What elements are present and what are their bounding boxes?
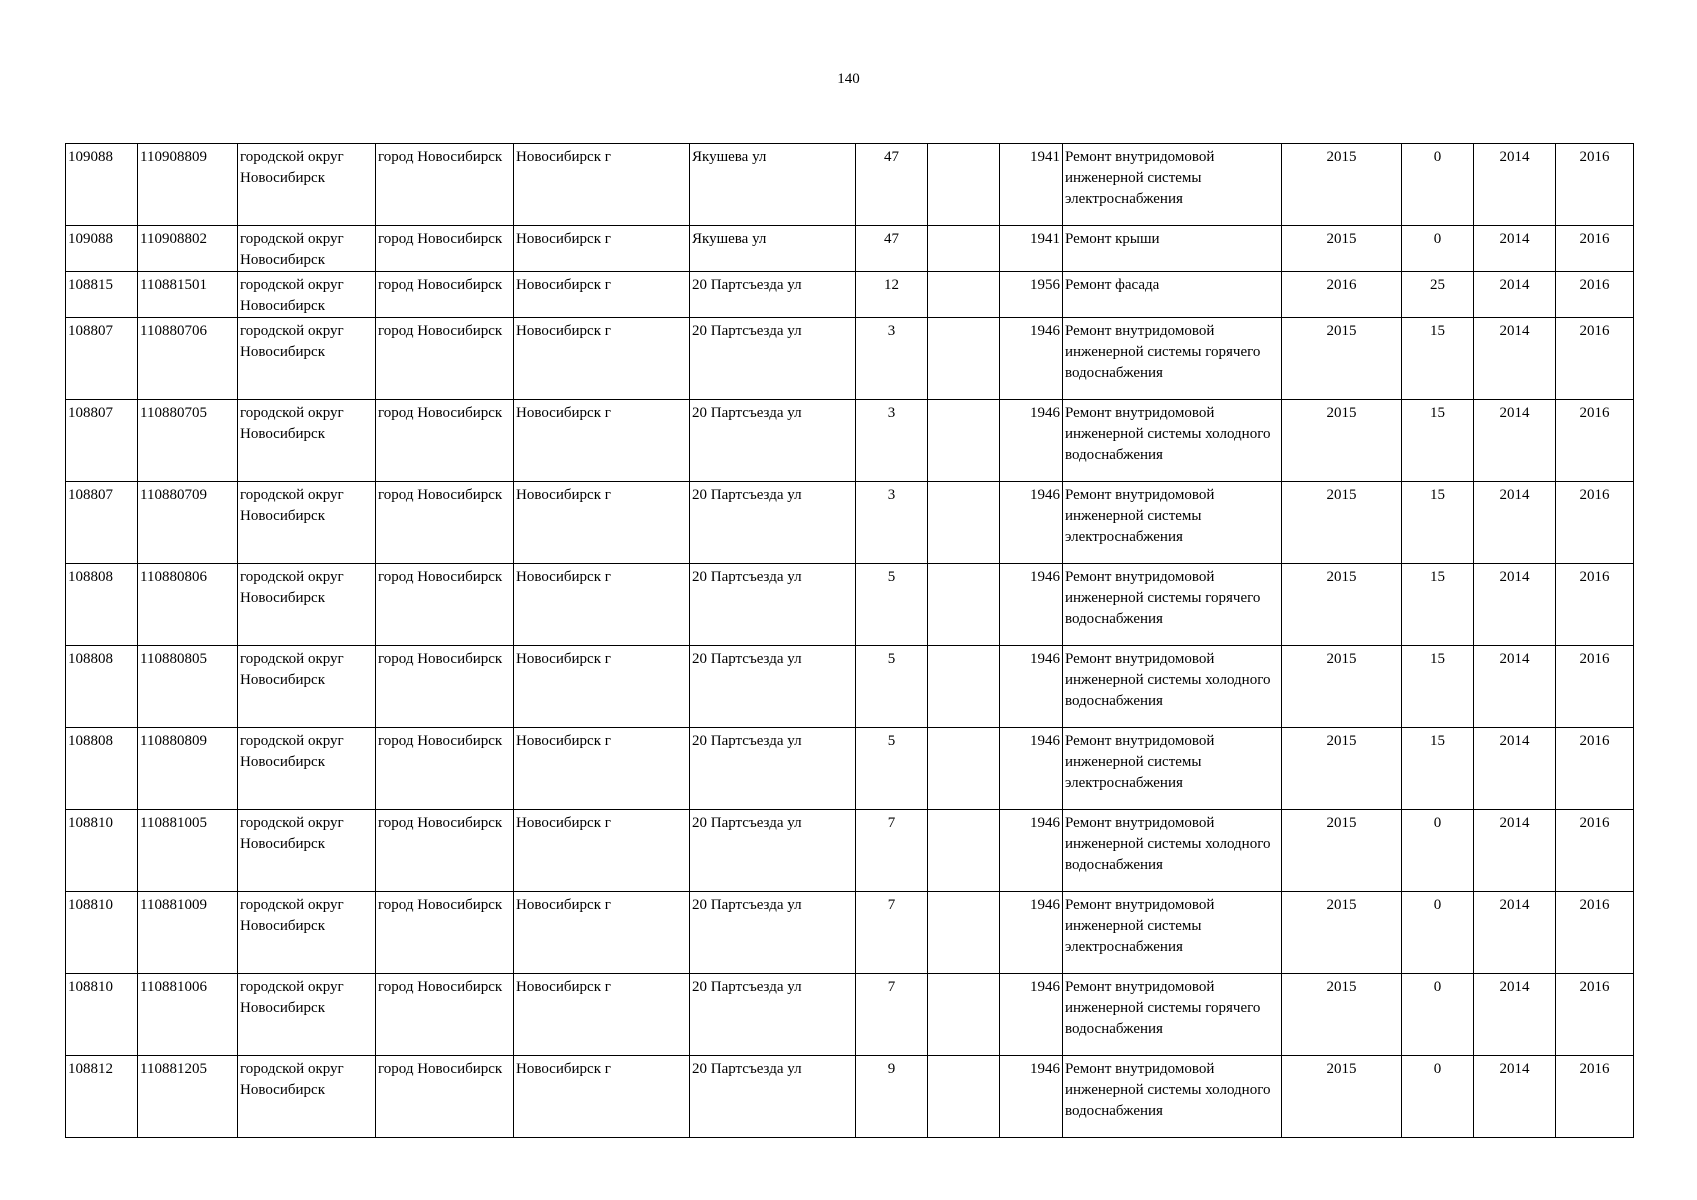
work-type-cell: Ремонт внутридомовой инженерной системы холодного водоснабжения (1063, 646, 1282, 728)
city-type-cell: город Новосибирск (376, 482, 514, 564)
row-code-cell: 110881006 (138, 974, 238, 1056)
locality-cell: Новосибирск г (514, 318, 690, 400)
house-number-cell: 9 (856, 1056, 928, 1138)
end-year-cell: 2016 (1556, 974, 1634, 1056)
table-row (66, 1056, 1634, 1138)
plan-year-cell: 2015 (1282, 482, 1402, 564)
locality-cell: Новосибирск г (514, 974, 690, 1056)
row-id-cell: 108810 (66, 974, 138, 1056)
percent-cell: 0 (1402, 974, 1474, 1056)
table-row (66, 564, 1634, 646)
house-number-cell: 7 (856, 974, 928, 1056)
start-year-cell: 2014 (1474, 892, 1556, 974)
street-cell: 20 Партсъезда ул (690, 646, 856, 728)
district-cell: городской округ Новосибирск (238, 482, 376, 564)
end-year-cell: 2016 (1556, 272, 1634, 318)
row-id-cell: 108815 (66, 272, 138, 318)
start-year-cell: 2014 (1474, 144, 1556, 226)
work-type-cell: Ремонт внутридомовой инженерной системы электроснабжения (1063, 144, 1282, 226)
end-year-cell: 2016 (1556, 144, 1634, 226)
plan-year-cell: 2015 (1282, 226, 1402, 272)
street-cell: Якушева ул (690, 144, 856, 226)
work-type-cell: Ремонт фасада (1063, 272, 1282, 318)
percent-cell: 0 (1402, 810, 1474, 892)
table-row (66, 482, 1634, 564)
build-year-cell: 1946 (1000, 728, 1063, 810)
house-number-cell: 12 (856, 272, 928, 318)
row-code-cell: 110881009 (138, 892, 238, 974)
plan-year-cell: 2016 (1282, 272, 1402, 318)
work-type-cell: Ремонт внутридомовой инженерной системы холодного водоснабжения (1063, 1056, 1282, 1138)
end-year-cell: 2016 (1556, 810, 1634, 892)
build-year-cell: 1946 (1000, 646, 1063, 728)
row-code-cell: 110880809 (138, 728, 238, 810)
work-type-cell: Ремонт внутридомовой инженерной системы электроснабжения (1063, 728, 1282, 810)
locality-cell: Новосибирск г (514, 810, 690, 892)
work-type-cell: Ремонт внутридомовой инженерной системы холодного водоснабжения (1063, 400, 1282, 482)
percent-cell: 15 (1402, 646, 1474, 728)
end-year-cell: 2016 (1556, 318, 1634, 400)
percent-cell: 25 (1402, 272, 1474, 318)
row-code-cell: 110880709 (138, 482, 238, 564)
locality-cell: Новосибирск г (514, 482, 690, 564)
extra-cell (928, 1056, 1000, 1138)
build-year-cell: 1946 (1000, 810, 1063, 892)
percent-cell: 15 (1402, 564, 1474, 646)
city-type-cell: город Новосибирск (376, 144, 514, 226)
row-id-cell: 108808 (66, 728, 138, 810)
extra-cell (928, 810, 1000, 892)
end-year-cell: 2016 (1556, 400, 1634, 482)
house-number-cell: 7 (856, 810, 928, 892)
build-year-cell: 1946 (1000, 318, 1063, 400)
house-number-cell: 3 (856, 482, 928, 564)
extra-cell (928, 400, 1000, 482)
house-number-cell: 3 (856, 400, 928, 482)
street-cell: 20 Партсъезда ул (690, 974, 856, 1056)
table-row (66, 646, 1634, 728)
district-cell: городской округ Новосибирск (238, 646, 376, 728)
district-cell: городской округ Новосибирск (238, 272, 376, 318)
start-year-cell: 2014 (1474, 318, 1556, 400)
work-type-cell: Ремонт внутридомовой инженерной системы электроснабжения (1063, 892, 1282, 974)
table-row (66, 226, 1634, 272)
plan-year-cell: 2015 (1282, 810, 1402, 892)
start-year-cell: 2014 (1474, 272, 1556, 318)
city-type-cell: город Новосибирск (376, 892, 514, 974)
street-cell: 20 Партсъезда ул (690, 400, 856, 482)
work-type-cell: Ремонт внутридомовой инженерной системы электроснабжения (1063, 482, 1282, 564)
work-type-cell: Ремонт крыши (1063, 226, 1282, 272)
table-row (66, 810, 1634, 892)
house-number-cell: 3 (856, 318, 928, 400)
locality-cell: Новосибирск г (514, 144, 690, 226)
street-cell: 20 Партсъезда ул (690, 892, 856, 974)
district-cell: городской округ Новосибирск (238, 728, 376, 810)
page-number: 140 (837, 71, 860, 87)
row-id-cell: 108810 (66, 810, 138, 892)
percent-cell: 0 (1402, 892, 1474, 974)
end-year-cell: 2016 (1556, 646, 1634, 728)
locality-cell: Новосибирск г (514, 1056, 690, 1138)
extra-cell (928, 226, 1000, 272)
city-type-cell: город Новосибирск (376, 974, 514, 1056)
table-row (66, 318, 1634, 400)
table-row (66, 272, 1634, 318)
street-cell: 20 Партсъезда ул (690, 564, 856, 646)
work-type-cell: Ремонт внутридомовой инженерной системы горячего водоснабжения (1063, 564, 1282, 646)
start-year-cell: 2014 (1474, 564, 1556, 646)
row-code-cell: 110880805 (138, 646, 238, 728)
start-year-cell: 2014 (1474, 974, 1556, 1056)
build-year-cell: 1956 (1000, 272, 1063, 318)
extra-cell (928, 482, 1000, 564)
plan-year-cell: 2015 (1282, 564, 1402, 646)
city-type-cell: город Новосибирск (376, 226, 514, 272)
table-row (66, 144, 1634, 226)
city-type-cell: город Новосибирск (376, 810, 514, 892)
build-year-cell: 1941 (1000, 226, 1063, 272)
plan-year-cell: 2015 (1282, 144, 1402, 226)
end-year-cell: 2016 (1556, 226, 1634, 272)
row-code-cell: 110881005 (138, 810, 238, 892)
extra-cell (928, 646, 1000, 728)
city-type-cell: город Новосибирск (376, 1056, 514, 1138)
build-year-cell: 1941 (1000, 144, 1063, 226)
city-type-cell: город Новосибирск (376, 400, 514, 482)
row-id-cell: 109088 (66, 226, 138, 272)
row-id-cell: 108810 (66, 892, 138, 974)
build-year-cell: 1946 (1000, 400, 1063, 482)
row-code-cell: 110881205 (138, 1056, 238, 1138)
row-id-cell: 108808 (66, 646, 138, 728)
row-id-cell: 108807 (66, 318, 138, 400)
city-type-cell: город Новосибирск (376, 646, 514, 728)
row-id-cell: 108807 (66, 400, 138, 482)
district-cell: городской округ Новосибирск (238, 892, 376, 974)
row-code-cell: 110881501 (138, 272, 238, 318)
start-year-cell: 2014 (1474, 400, 1556, 482)
street-cell: 20 Партсъезда ул (690, 318, 856, 400)
house-number-cell: 5 (856, 564, 928, 646)
row-code-cell: 110880705 (138, 400, 238, 482)
house-number-cell: 47 (856, 226, 928, 272)
district-cell: городской округ Новосибирск (238, 1056, 376, 1138)
district-cell: городской округ Новосибирск (238, 318, 376, 400)
percent-cell: 15 (1402, 318, 1474, 400)
build-year-cell: 1946 (1000, 564, 1063, 646)
start-year-cell: 2014 (1474, 482, 1556, 564)
house-number-cell: 5 (856, 728, 928, 810)
row-id-cell: 108812 (66, 1056, 138, 1138)
row-code-cell: 110908809 (138, 144, 238, 226)
extra-cell (928, 892, 1000, 974)
row-id-cell: 109088 (66, 144, 138, 226)
percent-cell: 0 (1402, 1056, 1474, 1138)
extra-cell (928, 974, 1000, 1056)
table-row (66, 974, 1634, 1056)
extra-cell (928, 564, 1000, 646)
street-cell: 20 Партсъезда ул (690, 272, 856, 318)
row-id-cell: 108807 (66, 482, 138, 564)
extra-cell (928, 272, 1000, 318)
repair-program-table (65, 143, 1634, 1138)
work-type-cell: Ремонт внутридомовой инженерной системы холодного водоснабжения (1063, 810, 1282, 892)
plan-year-cell: 2015 (1282, 728, 1402, 810)
end-year-cell: 2016 (1556, 1056, 1634, 1138)
street-cell: 20 Партсъезда ул (690, 810, 856, 892)
table-row (66, 400, 1634, 482)
row-code-cell: 110908802 (138, 226, 238, 272)
house-number-cell: 47 (856, 144, 928, 226)
plan-year-cell: 2015 (1282, 974, 1402, 1056)
street-cell: 20 Партсъезда ул (690, 728, 856, 810)
end-year-cell: 2016 (1556, 728, 1634, 810)
end-year-cell: 2016 (1556, 892, 1634, 974)
row-id-cell: 108808 (66, 564, 138, 646)
plan-year-cell: 2015 (1282, 400, 1402, 482)
end-year-cell: 2016 (1556, 482, 1634, 564)
percent-cell: 15 (1402, 400, 1474, 482)
district-cell: городской округ Новосибирск (238, 564, 376, 646)
locality-cell: Новосибирск г (514, 564, 690, 646)
city-type-cell: город Новосибирск (376, 728, 514, 810)
locality-cell: Новосибирск г (514, 272, 690, 318)
start-year-cell: 2014 (1474, 728, 1556, 810)
plan-year-cell: 2015 (1282, 1056, 1402, 1138)
build-year-cell: 1946 (1000, 892, 1063, 974)
table-row (66, 728, 1634, 810)
work-type-cell: Ремонт внутридомовой инженерной системы горячего водоснабжения (1063, 318, 1282, 400)
start-year-cell: 2014 (1474, 810, 1556, 892)
city-type-cell: город Новосибирск (376, 564, 514, 646)
district-cell: городской округ Новосибирск (238, 810, 376, 892)
locality-cell: Новосибирск г (514, 728, 690, 810)
district-cell: городской округ Новосибирск (238, 400, 376, 482)
plan-year-cell: 2015 (1282, 892, 1402, 974)
extra-cell (928, 144, 1000, 226)
locality-cell: Новосибирск г (514, 646, 690, 728)
percent-cell: 15 (1402, 728, 1474, 810)
percent-cell: 0 (1402, 226, 1474, 272)
district-cell: городской округ Новосибирск (238, 144, 376, 226)
city-type-cell: город Новосибирск (376, 318, 514, 400)
build-year-cell: 1946 (1000, 1056, 1063, 1138)
work-type-cell: Ремонт внутридомовой инженерной системы горячего водоснабжения (1063, 974, 1282, 1056)
street-cell: Якушева ул (690, 226, 856, 272)
locality-cell: Новосибирск г (514, 892, 690, 974)
street-cell: 20 Партсъезда ул (690, 482, 856, 564)
extra-cell (928, 318, 1000, 400)
plan-year-cell: 2015 (1282, 646, 1402, 728)
percent-cell: 0 (1402, 144, 1474, 226)
extra-cell (928, 728, 1000, 810)
row-code-cell: 110880706 (138, 318, 238, 400)
plan-year-cell: 2015 (1282, 318, 1402, 400)
street-cell: 20 Партсъезда ул (690, 1056, 856, 1138)
district-cell: городской округ Новосибирск (238, 226, 376, 272)
locality-cell: Новосибирск г (514, 400, 690, 482)
end-year-cell: 2016 (1556, 564, 1634, 646)
house-number-cell: 5 (856, 646, 928, 728)
build-year-cell: 1946 (1000, 974, 1063, 1056)
percent-cell: 15 (1402, 482, 1474, 564)
start-year-cell: 2014 (1474, 1056, 1556, 1138)
locality-cell: Новосибирск г (514, 226, 690, 272)
start-year-cell: 2014 (1474, 646, 1556, 728)
house-number-cell: 7 (856, 892, 928, 974)
table-row (66, 892, 1634, 974)
city-type-cell: город Новосибирск (376, 272, 514, 318)
district-cell: городской округ Новосибирск (238, 974, 376, 1056)
build-year-cell: 1946 (1000, 482, 1063, 564)
start-year-cell: 2014 (1474, 226, 1556, 272)
row-code-cell: 110880806 (138, 564, 238, 646)
